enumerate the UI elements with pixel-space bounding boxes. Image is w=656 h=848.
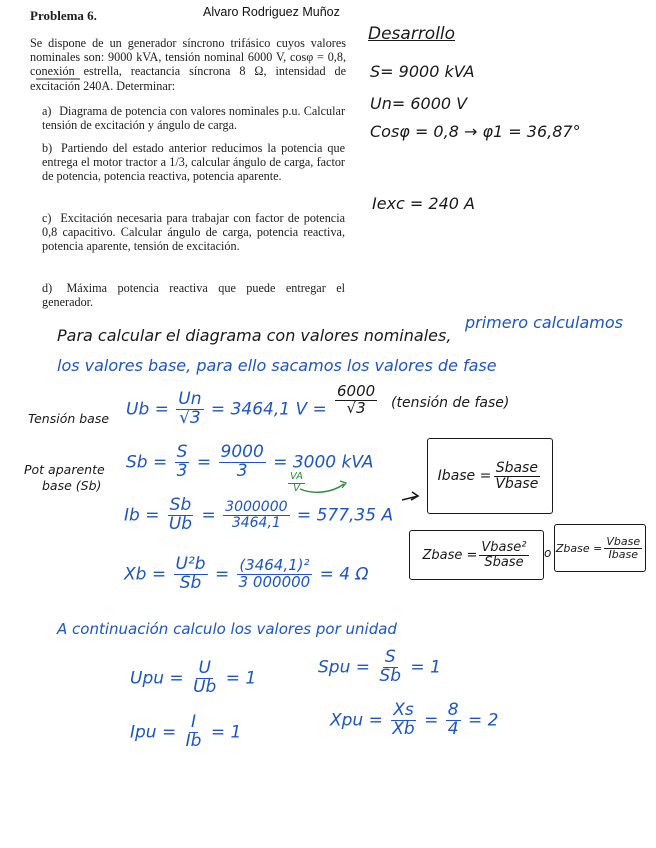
green-curve-icon xyxy=(300,484,344,492)
xb-den: Sb xyxy=(179,572,202,593)
sb-result: = 3000 kVA xyxy=(273,452,374,473)
xpu-num: Xs xyxy=(393,700,414,720)
data-line-s: S= 9000 kVA xyxy=(370,62,475,81)
development-heading: Desarrollo xyxy=(368,24,456,44)
xb-result: = 4 Ω xyxy=(319,564,369,585)
label-tension-base: Tensión base xyxy=(28,411,110,426)
ib-equation: Ib = $\frac{Sb}{Ub}$ = $\frac{3000000}{3464,1}$ = 577,35 A xyxy=(124,495,394,534)
ib-lhs: Ib = xyxy=(124,505,160,526)
item-d-text: Máxima potencia reactiva que puede entregar el generador. xyxy=(42,281,346,310)
item-b-label: b) xyxy=(42,141,53,155)
ib-result: = 577,35 A xyxy=(296,505,394,526)
box-ibase-den: Vbase xyxy=(495,475,539,492)
pu-intro: A continuación calculo los valores por unidad xyxy=(57,620,397,638)
item-d-label: d) xyxy=(42,281,53,295)
xb-den-2: 3 000000 xyxy=(238,572,311,591)
ub-note: (tensión de fase) xyxy=(391,395,510,411)
xb-lhs: Xb = xyxy=(124,564,167,585)
ipu-res: = 1 xyxy=(210,722,242,743)
item-a-text: Diagrama de potencia con valores nominales p.u. Calcular tensión de excitación y ángulo de carga. xyxy=(42,104,346,133)
box-zbase-lhs: Zbase = xyxy=(422,547,478,563)
ib-num: Sb xyxy=(169,495,192,515)
sb-eq: = xyxy=(196,452,212,473)
ib-num-2: 3000000 xyxy=(225,499,288,516)
item-c-label: c) xyxy=(42,211,52,225)
box-ibase-lhs: Ibase = xyxy=(437,468,492,484)
ipu-den: Ib xyxy=(185,730,202,751)
xpu-num-2: 8 xyxy=(447,700,459,720)
solution-intro-black: Para calcular el diagrama con valores nominales, xyxy=(57,326,452,345)
ub-frac-num: 6000 xyxy=(337,382,376,400)
xpu-eq: = xyxy=(424,710,439,731)
ib-den-2: 3464,1 xyxy=(231,514,281,531)
sb-den: 3 xyxy=(176,460,188,481)
upu-lhs: Upu = xyxy=(130,668,184,689)
xpu-lhs: Xpu = xyxy=(330,710,383,731)
sb-num-2: 9000 xyxy=(220,442,264,462)
data-line-cosphi: Cosφ = 0,8 → φ1 = 36,87° xyxy=(370,122,581,141)
spu-lhs: Spu = xyxy=(318,657,371,678)
label-pot-aparente: Pot aparente xyxy=(24,462,105,477)
author-name: Alvaro Rodriguez Muñoz xyxy=(203,5,340,19)
box-zbase-den: Sbase xyxy=(484,554,524,570)
upu-res: = 1 xyxy=(225,668,257,689)
data-line-iexc: Iexc = 240 A xyxy=(372,194,475,213)
spu-res: = 1 xyxy=(410,657,441,678)
xb-num-2: (3464,1)² xyxy=(239,556,310,575)
xb-equation: Xb = $\frac{\text{U²b}}{Sb}$ = $\frac{\text{(3464,1)²}}{3 000000}$ = 4 Ω xyxy=(124,554,369,593)
xpu-den-2: 4 xyxy=(447,718,459,739)
spu-num: S xyxy=(384,647,396,667)
item-c-text: Excitación necesaria para trabajar con factor de potencia 0,8 capacitivo. Calcular ángulo de carga, potencia reactiva, potencia aparente, tensión de excitación. xyxy=(42,211,346,254)
box-zbase2-num: Vbase xyxy=(606,534,641,548)
problem-title: Problema 6. xyxy=(30,8,97,23)
arrow-head-icon xyxy=(411,492,418,500)
box-zbase2-lhs: Zbase = xyxy=(555,541,603,555)
upu-den: Ub xyxy=(193,676,217,697)
label-base-sb: base (Sb) xyxy=(42,478,102,493)
solution-intro-blue-1: primero calculamos xyxy=(465,313,624,332)
sb-units-den: V xyxy=(293,482,300,494)
sb-den-2: 3 xyxy=(236,460,248,481)
item-b-text: Partiendo del estado anterior reducimos la potencia que entrega el motor tractor a 1/3, calcular ángulo de carga, factor de potencia, potencia reactiva, potencia aparente. xyxy=(42,141,346,184)
xb-num: U²b xyxy=(175,554,206,574)
box-zbase2-den: Ibase xyxy=(608,547,638,561)
ub-num: Un xyxy=(178,389,202,409)
ub-frac-den: √3 xyxy=(346,398,366,417)
box-zbase-num: Vbase² xyxy=(481,539,527,555)
ub-den: √3 xyxy=(179,407,201,428)
ib-den: Ub xyxy=(168,513,193,534)
spu-den: Sb xyxy=(379,665,402,686)
ipu-lhs: Ipu = xyxy=(130,722,177,743)
ub-lhs: Ub = xyxy=(126,399,169,420)
sb-num: S xyxy=(176,442,188,462)
ub-result: = 3464,1 V = xyxy=(210,399,327,420)
upu-num: U xyxy=(198,658,211,678)
sb-lhs: Sb = xyxy=(126,452,168,473)
box-or: o xyxy=(544,546,552,560)
item-a-label: a) xyxy=(42,104,52,118)
data-line-un: Un= 6000 V xyxy=(370,94,468,113)
problem-intro: Se dispone de un generador síncrono trifásico cuyos valores nominales son: 9000 kVA, tensión nominal 6000 V, cosφ = 0,8, conexión estrella, reactancia síncrona 8 Ω, intensidad de excitación 240A. Determinar: xyxy=(30,36,346,93)
solution-intro-blue-2: los valores base, para ello sacamos los valores de fase xyxy=(57,356,497,375)
box-ibase-num: Sbase xyxy=(495,459,538,476)
xpu-res: = 2 xyxy=(468,710,499,731)
xpu-den: Xb xyxy=(392,718,415,739)
ipu-num: I xyxy=(191,712,197,732)
sb-units-num: VA xyxy=(290,471,304,482)
